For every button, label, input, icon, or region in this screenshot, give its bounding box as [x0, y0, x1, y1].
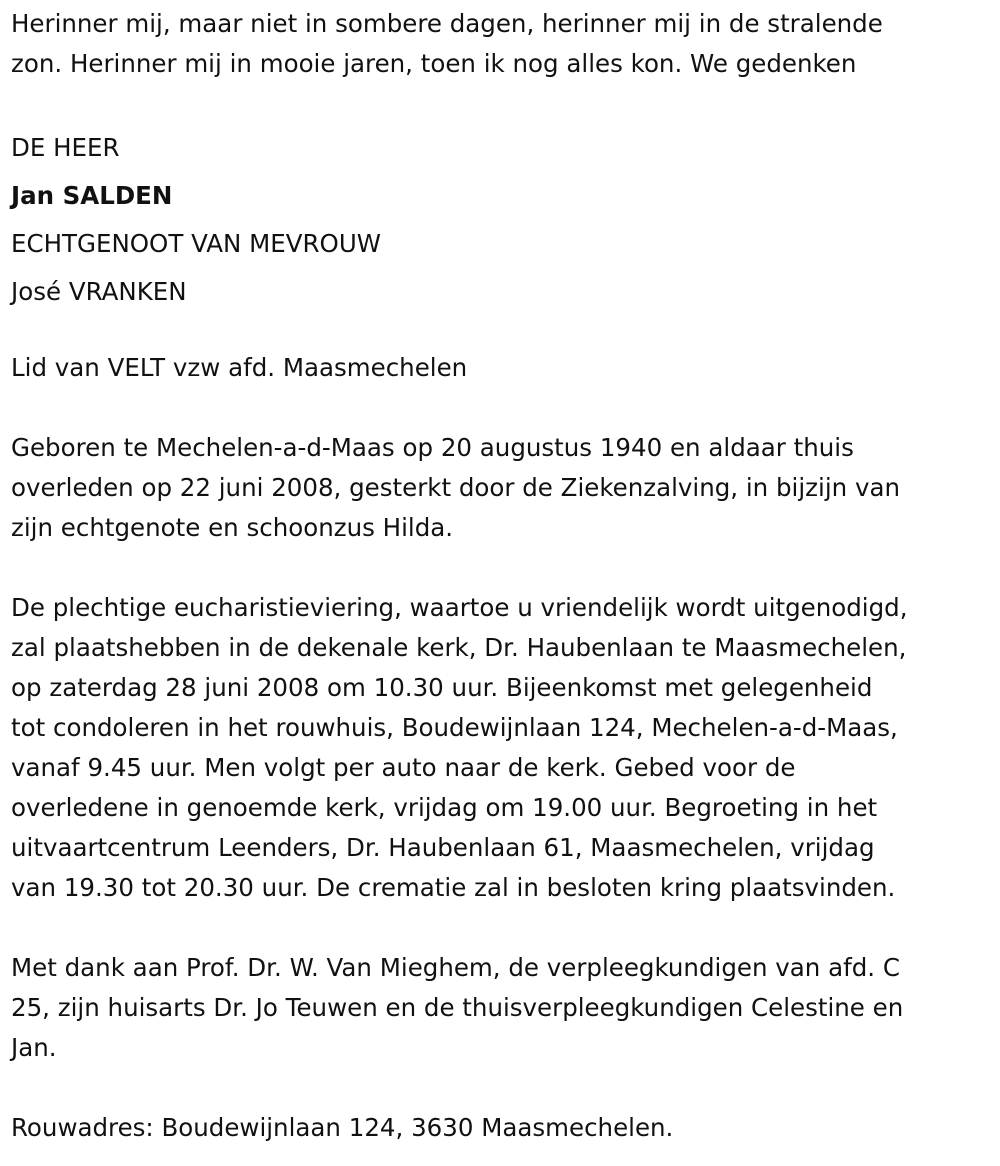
- mourning-address: Rouwadres: Boudewijnlaan 124, 3630 Maasmechelen.: [11, 1113, 674, 1142]
- honorific: DE HEER: [11, 133, 120, 162]
- thanks-line: Jan.: [11, 1033, 57, 1062]
- funeral-line: De plechtige eucharistieviering, waartoe u vriendelijk wordt uitgenodigd,: [11, 593, 908, 622]
- funeral-line: tot condoleren in het rouwhuis, Boudewijnlaan 124, Mechelen-a-d-Maas,: [11, 713, 898, 742]
- funeral-line: van 19.30 tot 20.30 uur. De crematie zal in besloten kring plaatsvinden.: [11, 873, 896, 902]
- address-paragraph: [11, 1108, 991, 1148]
- funeral-line: vanaf 9.45 uur. Men volgt per auto naar de kerk. Gebed voor de: [11, 753, 796, 782]
- intro-line: Herinner mij, maar niet in sombere dagen, herinner mij in de stralende: [11, 9, 883, 38]
- funeral-paragraph: [11, 588, 991, 908]
- thanks-paragraph: [11, 948, 991, 1068]
- thanks-line: 25, zijn huisarts Dr. Jo Teuwen en de thuisverpleegkundigen Celestine en: [11, 993, 904, 1022]
- funeral-line: op zaterdag 28 juni 2008 om 10.30 uur. Bijeenkomst met gelegenheid: [11, 673, 873, 702]
- membership-line: Lid van VELT vzw afd. Maasmechelen: [11, 353, 468, 382]
- spouse-name: José VRANKEN: [11, 277, 187, 306]
- deceased-block: [11, 124, 991, 316]
- obituary-document: [11, 4, 991, 1148]
- birth-death-paragraph: [11, 428, 991, 548]
- intro-line: zon. Herinner mij in mooie jaren, toen ik nog alles kon. We gedenken: [11, 49, 857, 78]
- birth-death-line: zijn echtgenote en schoonzus Hilda.: [11, 513, 454, 542]
- intro-paragraph: [11, 4, 991, 84]
- funeral-line: zal plaatshebben in de dekenale kerk, Dr. Haubenlaan te Maasmechelen,: [11, 633, 907, 662]
- thanks-line: Met dank aan Prof. Dr. W. Van Mieghem, de verpleegkundigen van afd. C: [11, 953, 900, 982]
- birth-death-line: overleden op 22 juni 2008, gesterkt door de Ziekenzalving, in bijzijn van: [11, 473, 900, 502]
- funeral-line: uitvaartcentrum Leenders, Dr. Haubenlaan 61, Maasmechelen, vrijdag: [11, 833, 875, 862]
- relation: ECHTGENOOT VAN MEVROUW: [11, 229, 382, 258]
- membership-paragraph: [11, 348, 991, 388]
- funeral-line: overledene in genoemde kerk, vrijdag om 19.00 uur. Begroeting in het: [11, 793, 878, 822]
- birth-death-line: Geboren te Mechelen-a-d-Maas op 20 augustus 1940 en aldaar thuis: [11, 433, 854, 462]
- deceased-name: Jan SALDEN: [11, 181, 173, 210]
